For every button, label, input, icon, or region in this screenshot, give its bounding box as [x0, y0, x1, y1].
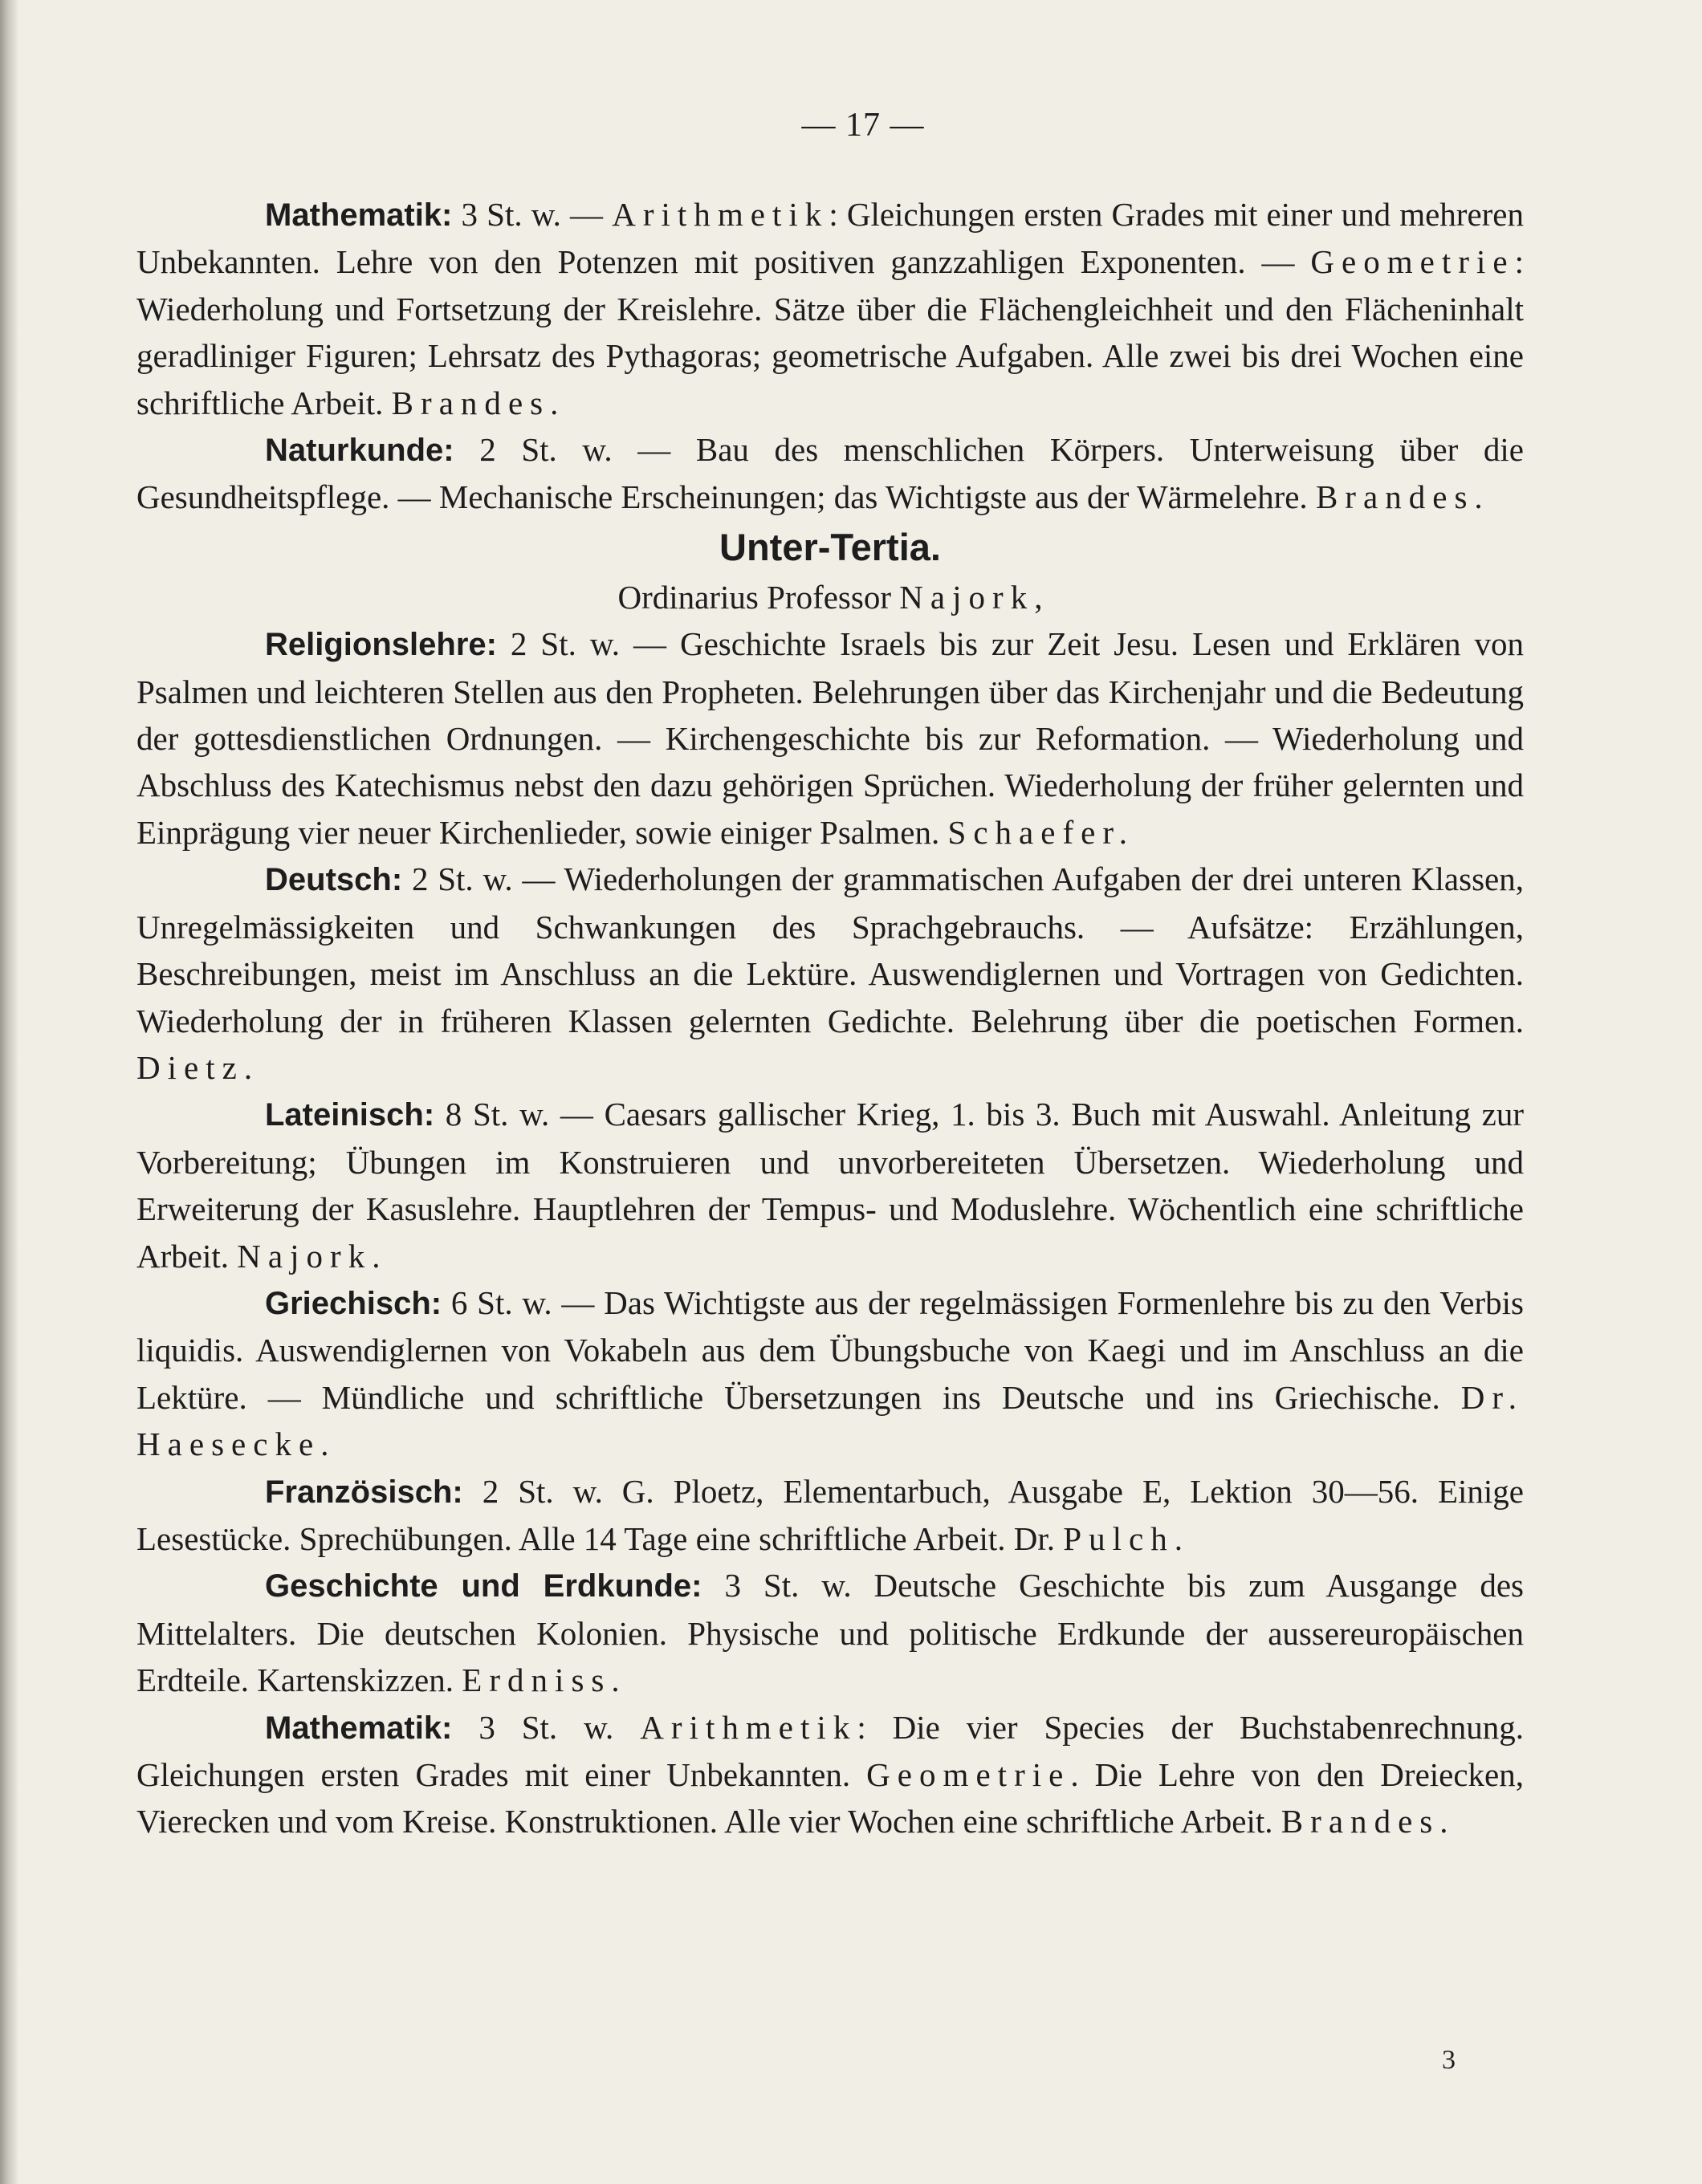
paragraph-text: 2 St. w. — Wiederholungen der grammatischen Aufgaben der drei unteren Klassen, Unregelmässigkeiten und Schwankungen des Sprachgebrauchs. — Aufsätze: Erzählungen, Beschreibungen, meist im Anschluss an die Lektüre. Auswendiglernen und Vortragen von Gedichten. Wiederholung der in früheren Klassen gelernten Gedichte. Belehrung über die poetischen Formen.: [136, 860, 1524, 1039]
ordinarius-name: Najork: [899, 578, 1035, 616]
paragraph-lateinisch: [136, 1091, 1524, 1279]
subtopic-label: Arithmetik: [612, 196, 829, 233]
paragraph-text: 8 St. w. — Caesars gallischer Krieg, 1. bis 3. Buch mit Auswahl. Anleitung zur Vorbereitung; Übungen im Konstruieren und unvorbereiteten Übersetzen. Wiederholung und Erweiterung der Kasuslehre. Hauptlehren der Tempus- und Moduslehre. Wöchentlich eine schriftliche Arbeit.: [136, 1096, 1524, 1275]
subtopic-label: Arithmetik: [640, 1708, 857, 1746]
teacher-name: Erdniss.: [462, 1661, 627, 1699]
paragraph-text: 6 St. w. — Das Wichtigste aus der regelmässigen Formenlehre bis zu den Verbis liquidis. Auswendiglernen von Vokabeln aus dem Übungsbuche von Kaegi und im Anschluss an die Lektüre. — Mündliche und schriftliche Übersetzungen ins Deutsche und ins Griechische.: [136, 1283, 1524, 1416]
paragraph-naturkunde: [136, 426, 1524, 521]
paragraph-mathematik: [136, 1704, 1524, 1845]
teacher-name: Dr. Haesecke.: [136, 1378, 1524, 1463]
paragraph-text: : Gleichungen ersten Grades mit einer und mehreren Unbekannten. Lehre von den Potenzen mit positiven ganzzahligen Exponenten. —: [136, 196, 1525, 281]
paragraph-text: 2 St. w. G. Ploetz, Elementarbuch, Ausgabe E, Lektion 30—56. Einige Lesestücke. Sprechübungen. Alle 14 Tage eine schriftliche Arbeit. Dr.: [136, 1472, 1524, 1557]
teacher-name: Dietz.: [136, 1048, 260, 1086]
page-number: — 17 —: [801, 107, 925, 144]
paragraph-text: 3 St. w.: [452, 1708, 641, 1746]
subject-label: Mathematik:: [265, 1710, 453, 1746]
teacher-name: Schaefer.: [947, 813, 1135, 851]
signature-mark: 3: [1442, 2045, 1456, 2075]
page-binding-edge: [0, 0, 18, 2184]
paragraph-text: : Wiederholung und Fortsetzung der Kreislehre. Sätze über die Flächengleichheit und den Flächeninhalt geradliniger Figuren; Lehrsatz des Pythagoras; geometrische Aufgaben. Alle zwei bis drei Wochen eine schriftliche Arbeit.: [136, 243, 1524, 421]
paragraph-text: 2 St. w. — Bau des menschlichen Körpers. Unterweisung über die Gesundheitspflege. — Mechanische Erscheinungen; das Wichtigste aus der Wärmelehre.: [136, 431, 1524, 516]
paragraph-geschichte: [136, 1562, 1524, 1703]
ordinarius-prefix: Ordinarius Professor: [617, 578, 900, 616]
paragraph-text: 2 St. w. — Geschichte Israels bis zur Zeit Jesu. Lesen und Erklären von Psalmen und leichteren Stellen aus den Propheten. Belehrungen über das Kirchenjahr und die Bedeutung der gottesdienstlichen Ordnungen. — Kirchengeschichte bis zur Reformation. — Wiederholung und Abschluss des Katechismus nebst den dazu gehörigen Sprüchen. Wiederholung der früher gelernten und Einprägung vier neuer Kirchenlieder, sowie einiger Psalmen.: [136, 625, 1524, 851]
subject-label: Deutsch:: [265, 862, 403, 898]
page-body: [136, 191, 1524, 1845]
teacher-name: Brandes.: [1281, 1803, 1456, 1840]
teacher-name: Najork.: [237, 1237, 388, 1275]
ordinarius-line: [136, 574, 1524, 620]
paragraph-text: . Die Lehre von den Dreiecken, Vierecken und vom Kreise. Konstruktionen. Alle vier Wochen eine schriftliche Arbeit.: [136, 1756, 1525, 1840]
section-heading: Unter-Tertia.: [719, 525, 941, 568]
teacher-name: Pulch.: [1063, 1519, 1191, 1557]
paragraph-text: 3 St. w. Deutsche Geschichte bis zum Ausgange des Mittelalters. Die deutschen Kolonien. Physische und politische Erdkunde der aussereuropäischen Erdteile. Kartenskizzen.: [136, 1567, 1524, 1699]
paragraph-deutsch: [136, 856, 1524, 1091]
subject-label: Naturkunde:: [265, 433, 454, 469]
subtopic-label: Geometrie: [866, 1756, 1071, 1793]
paragraph-text: : Die vier Species der Buchstabenrechnung. Gleichungen ersten Grades mit einer Unbekannten.: [136, 1708, 1524, 1793]
ordinarius-suffix: ,: [1034, 578, 1043, 616]
subject-label: Mathematik:: [265, 197, 453, 233]
paragraph-religionslehre: [136, 620, 1524, 856]
paragraph-mathematik-prior: [136, 191, 1524, 426]
subject-label: Französisch:: [265, 1474, 463, 1510]
subject-label: Geschichte und Erdkunde:: [265, 1568, 702, 1604]
subject-label: Lateinisch:: [265, 1097, 435, 1133]
paragraph-griechisch: [136, 1279, 1524, 1468]
subtopic-label: Geometrie: [1310, 243, 1515, 281]
paragraph-text: 3 St. w. —: [452, 196, 613, 233]
teacher-name: Brandes.: [1315, 478, 1490, 516]
paragraph-franzoesisch: [136, 1468, 1524, 1563]
subject-label: Religionslehre:: [265, 627, 497, 663]
subject-label: Griechisch:: [265, 1285, 442, 1321]
teacher-name: Brandes.: [391, 384, 566, 421]
